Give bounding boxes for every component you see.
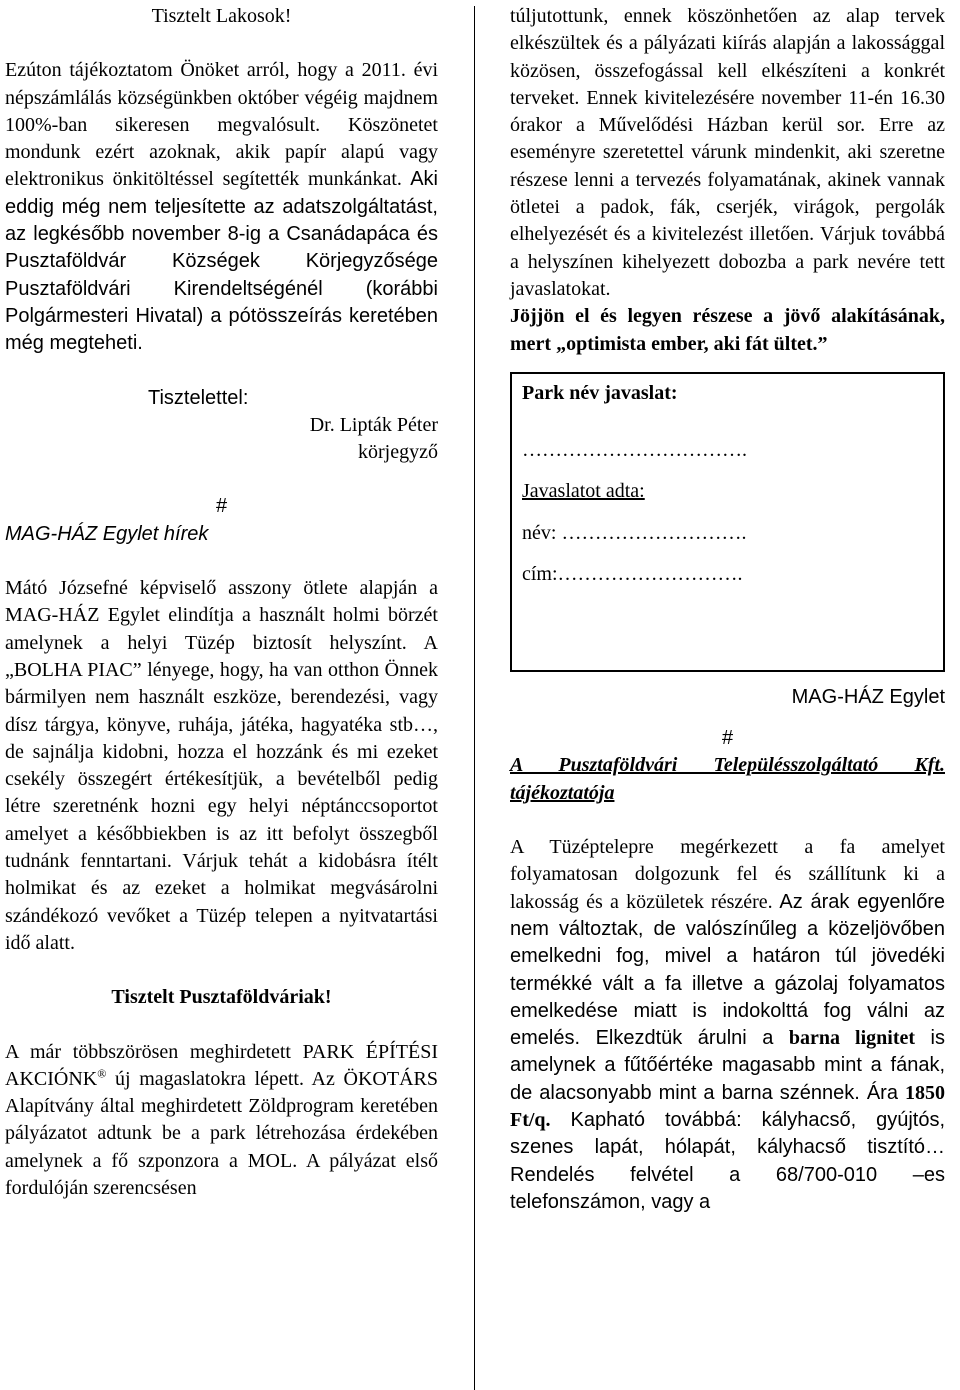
park-continuation: túljutottunk, ennek köszönhetően az alap tervek elkészültek és a pályázati kiírás alapján a lakossággal közösen, összefogással kell elkészíteni a konkrét terveket. Ennek kivitelezésére november 11-én 16.30 órakor a Művelődési Házban kerül sor. Erre az eseményre szeretettel várunk mindenkit, aki szeretne részese lenni a tervezés folyamatának, akinek vannak ötletei a padok, fák, cserjék, virágok, pergolák elhelyezését és a kivitelezést illetően. Várjuk továbbá a helyszínen kihelyezett dobozba a park nevére tett javaslatokat. [510,5,945,300]
census-text-serif: Ezúton tájékoztatom Önöket arról, hogy a 2011. évi népszámlálás községünkben október végéig majdnem 100%-ban sikeresen megvalósult. Köszönetet mondunk ezért azoknak, akik papír alapú vagy elektronikus önkitöltéssel segítették munkánkat. [5,59,438,191]
kft-body-c: is amelynek a fűtőértéke magasabb mint a fának, de alacsonyabb mint a barna szénnek. Ára [510,1027,945,1104]
form-address-label: cím: [522,563,558,586]
signer-title: körjegyző [358,441,438,464]
form-name-row[interactable] [522,520,935,547]
park-callout: Jöjjön el és legyen részese a jövő alakításának, mert „optimista ember, aki fát ültet.” [510,305,945,355]
column-divider [474,6,475,1390]
kft-body-a: A Tüzéptelepre megérkezett a fa amelyet folyamatosan dolgozunk fel és szállítunk ki a lakosság és a közületek részére. [510,836,945,913]
census-paragraph [5,57,438,357]
separator-right: # [721,727,734,750]
maghaz-heading: MAG-HÁZ Egylet hírek [5,522,209,545]
park-body [5,1039,438,1203]
right-column [510,3,945,1216]
form-name-label: név: [522,521,557,544]
census-text-sans: Aki eddig még nem teljesítette az adatszolgáltatást, az legkésőbb november 8-ig a Csanádapáca és Pusztaföldvár Községek Körjegyzősége Pusztaföldvári Kirendeltségénél (korábbi Polgármesteri Hivatal) a pótösszeírás keretében még megteheti. [5,168,438,355]
registered-mark: ® [97,1066,107,1081]
kft-bold-price: 1850 Ft/q. [510,1081,945,1132]
park-name-form [510,372,945,672]
form-name-line[interactable]: ………………………. [556,521,747,544]
form-address-row[interactable] [522,561,935,588]
form-suggestion-line[interactable]: ……………………………. [522,439,747,462]
kft-body-d: Kapható továbbá: kályhacső, gyújtós, szenes lapát, hólapát, kályhacső tisztító… Rendelés felvétel a 68/700-010 –es telefonszámon, vagy a [510,1109,945,1213]
form-address-line[interactable]: ………………………. [557,563,743,586]
park-body-start: A már többszörösen meghirdetett PARK ÉPÍTÉSI AKCIÓNK [5,1040,438,1090]
kft-body-b: Az árak egyenlőre nem változtak, de valószínűleg a közeljövőben emelkedni fog, mivel a határon túl jövedéki termékké vált a fa illetve a gázolaj folyamatos emelkedése miatt is indokolttá fog válni az emelés. Elkezdtük árulni a [510,890,945,1050]
signer-name: Dr. Lipták Péter [309,413,438,436]
kft-bold-lignite: barna lignitet [788,1027,916,1050]
closing: Tisztelettel: [148,386,249,409]
form-suggested-by: Javaslatot adta: [522,480,645,503]
kft-heading: A Pusztaföldvári Településszolgáltató Kft. tájékoztatója [510,754,945,804]
greeting: Tisztelt Lakosok! [151,5,292,27]
park-heading: Tisztelt Pusztaföldváriak! [111,986,332,1009]
park-body-rest: új magaslatokra lépett. Az ÖKOTÁRS Alapítvány által meghirdetett Zöldprogram keretében pályázatot adtunk be a park létrehozása érdekében amelynek a fő szponzora a MOL. A pályázat első fordulóján szerencsésen [5,1067,438,1199]
form-signature: MAG-HÁZ Egylet [791,685,945,708]
form-heading: Park név javaslat: [522,381,678,404]
kft-body [510,834,945,1216]
maghaz-body: Mátó Józsefné képviselő asszony ötlete alapján a MAG-HÁZ Egylet elindítja a használt holmi börzét amelynek a helyi Tüzép biztosít helyszínt. A „BOLHA PIAC” lényege, hogy, ha van otthon Önnek bármilyen nem használt eszköze, berendezési, vagy dísz tárgya, könyve, ruhája, játéka, hagyatéka stb…, de sajnálja kidobni, hozza el hozzánk és mi ezeket csekély összegért értékesítjük, a bevételből pedig létre szeretnénk hozni egy helyi néptánccsoportot amelyet a későbbiekben is az itt befolyt összegből tudnánk fenntartani. Várjuk tehát a kidobásra ítélt holmikat és az ezeket a holmikat megvásárolni szándékozó vevőket a Tüzép telepen a nyitvatartási idő alatt. [5,577,438,954]
separator: # [215,495,228,518]
left-column [5,3,438,1202]
